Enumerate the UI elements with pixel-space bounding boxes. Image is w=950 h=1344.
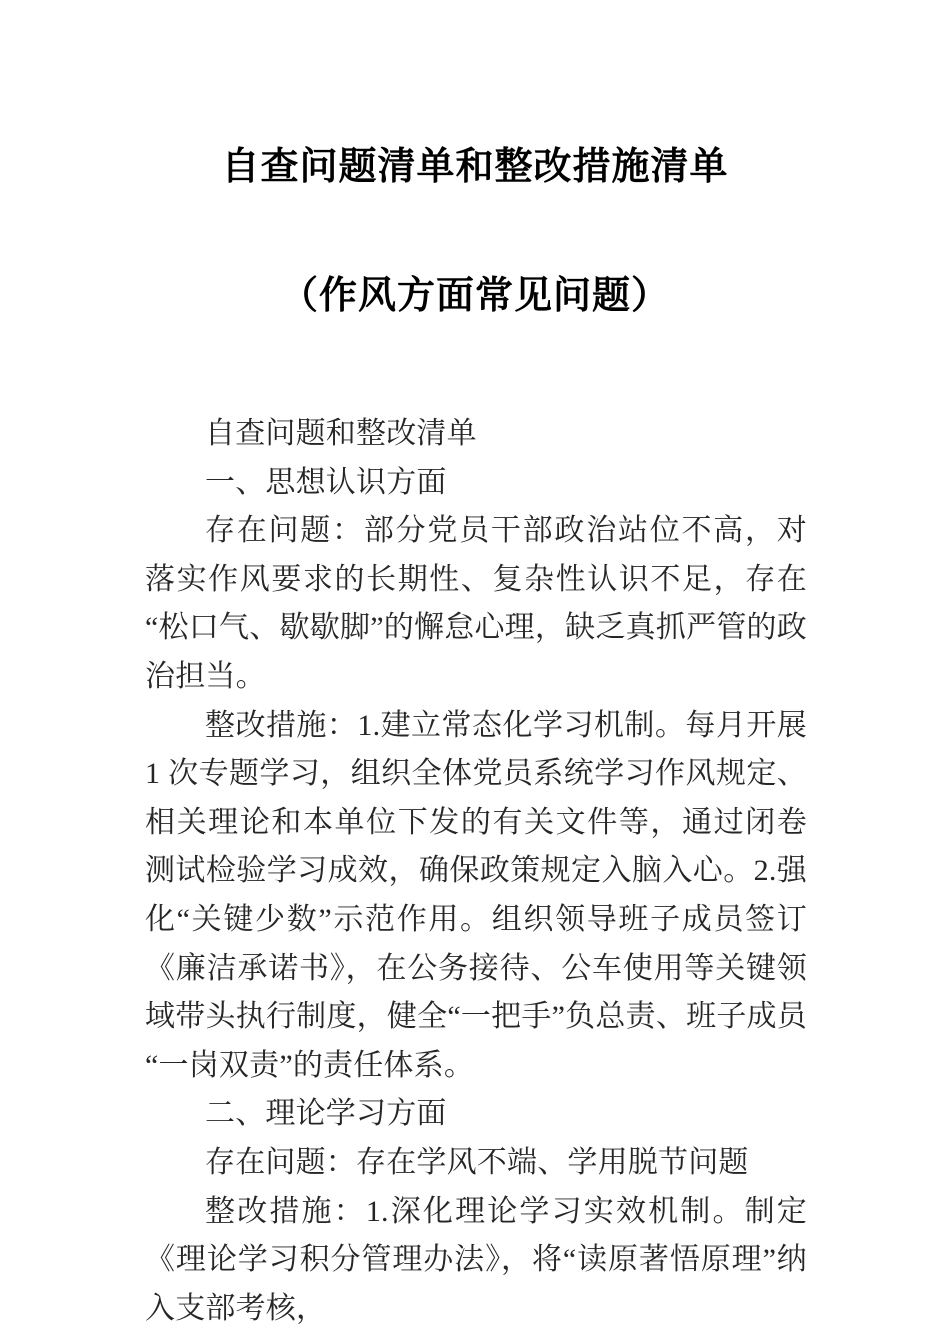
document-title: 自查问题清单和整改措施清单 [221,146,729,188]
paragraph-section-2-heading: 二、理论学习方面 [205,1097,447,1131]
paragraph-section-2-measures: 整改措施：1.深化理论学习实效机制。制定《理论学习积分管理办法》，将“读原著悟原理”纳入支部考核， [145,1194,807,1325]
document-subtitle: （作风方面常见问题） [279,275,670,317]
paragraph-section-1-problem: 存在问题：部分党员干部政治站位不高，对落实作风要求的长期性、复杂性认识不足，存在“松口气、歇歇脚”的懈怠心理，缺乏真抓严管的政治担当。 [145,514,807,693]
paragraph-section-1-measures: 整改措施：1.建立常态化学习机制。每月开展 1 次专题学习，组织全体党员系统学习作风规定、相关理论和本单位下发的有关文件等，通过闭卷测试检验学习成效，确保政策规定入脑入心。2.强化“关键少数”示范作用。组织领导班子成员签订《廉洁承诺书》，在公务接待、公车使用等关键领域带头执行制度，健全“一把手”负总责、班子成员“一岗双责”的责任体系。 [145,708,807,1082]
paragraph-section-1-heading: 一、思想认识方面 [205,465,447,499]
paragraph-section-2-problem: 存在问题：存在学风不端、学用脱节问题 [205,1145,749,1179]
document-body [145,410,807,1333]
paragraph-list-heading: 自查问题和整改清单 [205,417,477,450]
